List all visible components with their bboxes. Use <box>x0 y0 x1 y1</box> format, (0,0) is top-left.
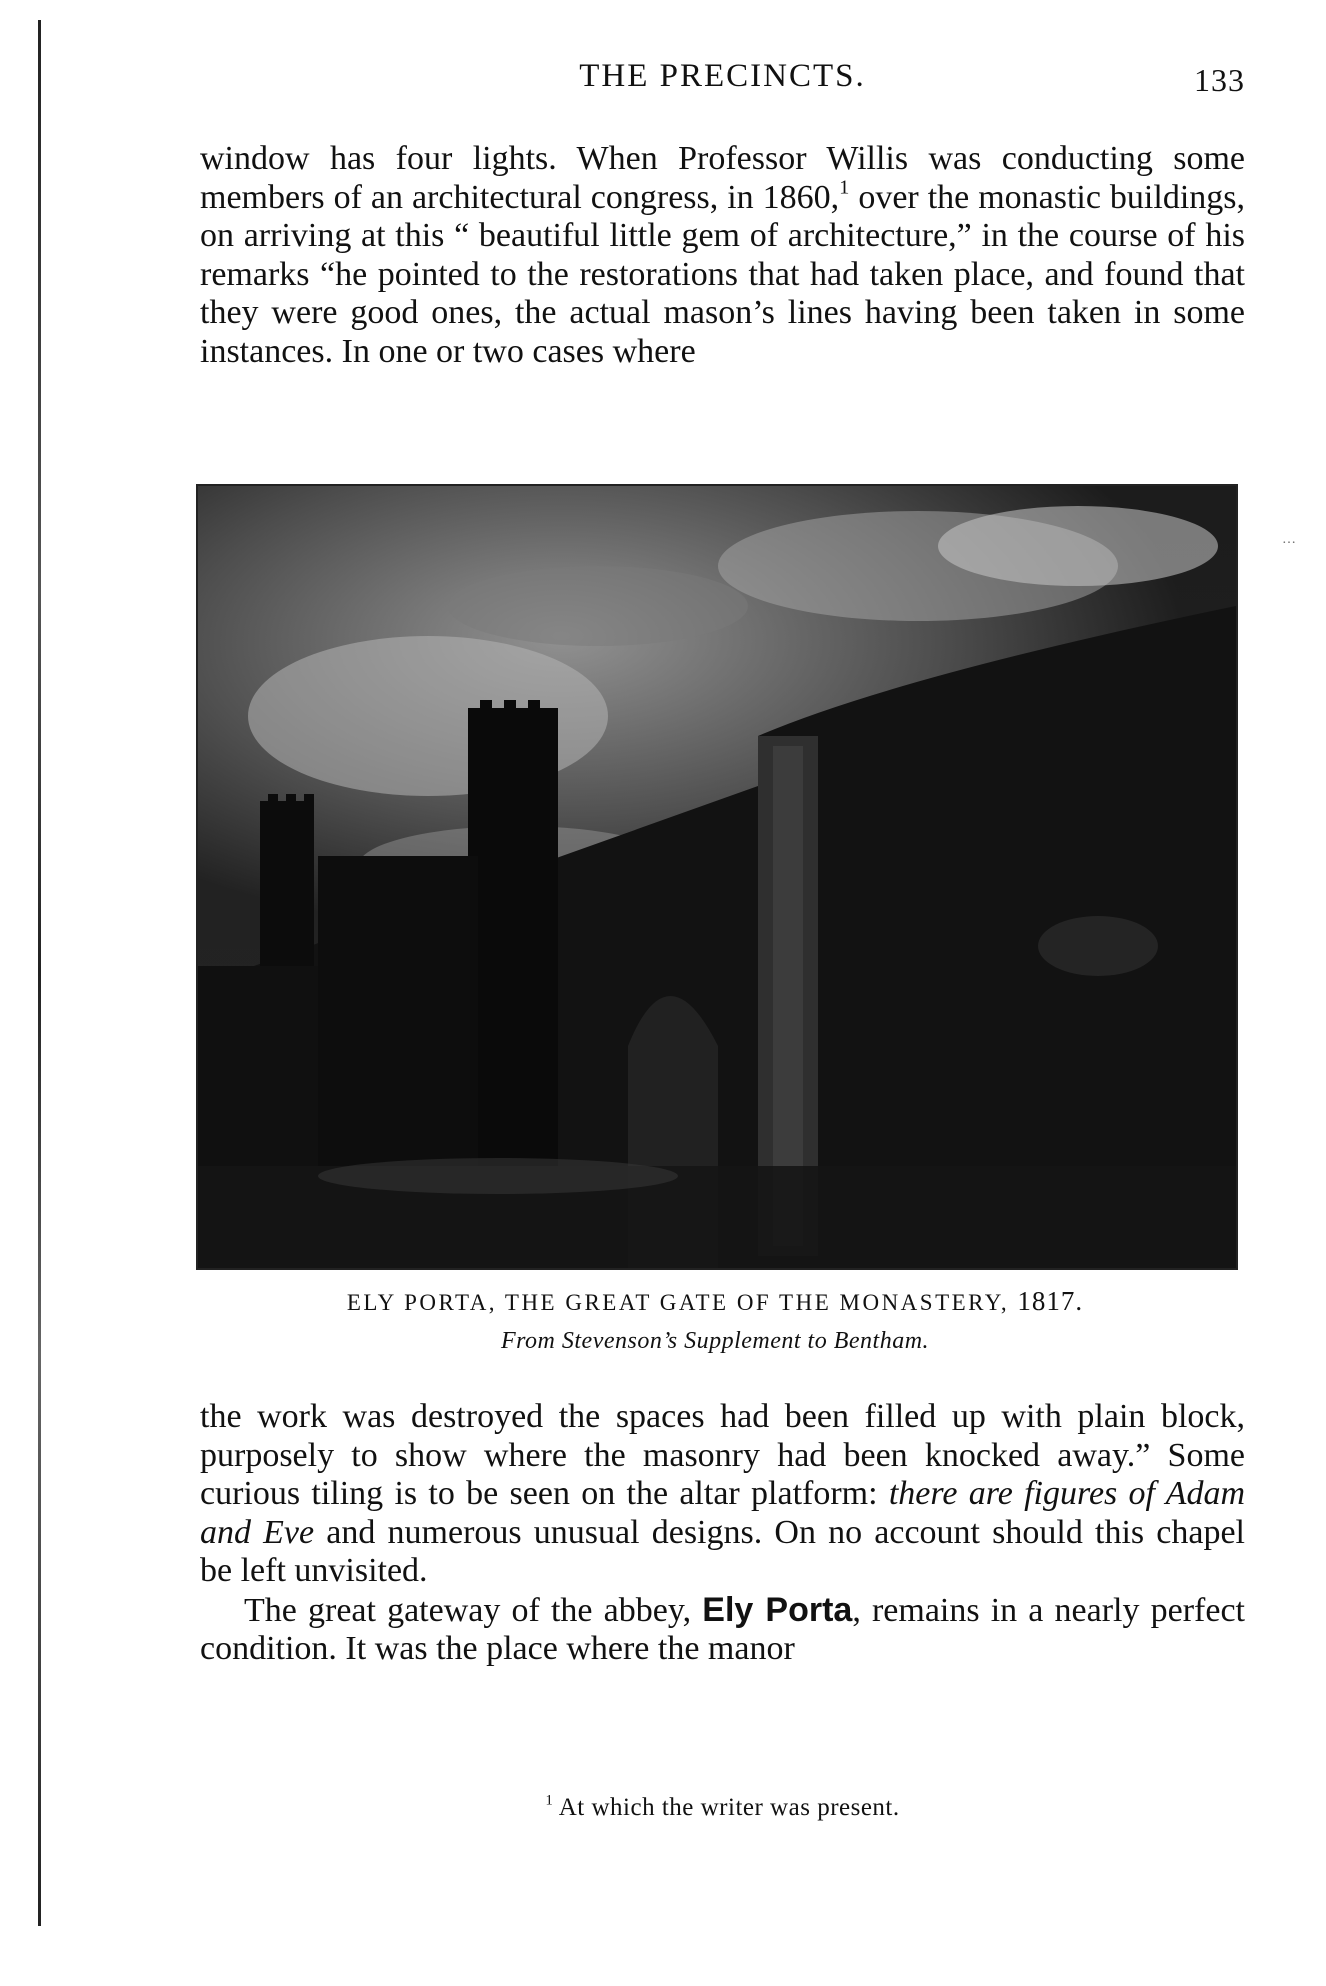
running-head-title: THE PRECINCTS. <box>579 58 866 94</box>
paragraph-2-text-b: and numerous unusual designs. On no account should this chapel be left unvisited. <box>200 1513 1246 1589</box>
figure-source: From Stevenson’s Supplement to Bentham. <box>500 1328 930 1354</box>
cloud <box>448 566 748 646</box>
paragraph-1 <box>200 140 1245 371</box>
stray-mark: … <box>1282 532 1296 547</box>
figure-caption <box>196 1286 1234 1317</box>
page-binding-edge <box>36 0 44 1986</box>
footnote-reference: 1 <box>839 176 850 199</box>
page-number: 133 <box>1194 62 1245 98</box>
body-continued <box>200 1398 1245 1669</box>
paragraph-3-text-b: , remains in a nearly perfect condition. It was the place where the manor <box>200 1591 1246 1667</box>
ely-porta-term: Ely Porta <box>702 1590 853 1629</box>
figure-caption-year: 1817. <box>1017 1286 1084 1316</box>
cloud <box>938 506 1218 586</box>
figure-caption-text: ELY PORTA, THE GREAT GATE OF THE MONASTERY, <box>346 1290 1018 1315</box>
binding-line <box>38 20 41 1926</box>
paragraph-3 <box>200 1591 1245 1669</box>
paragraph-1-text-b: over the monastic buildings, on arriving at this “ beautiful little gem of architecture,” in the course of his remarks “he pointed to the restorations that had taken place, and found that they were good ones, the actual mason’s lines having been taken in some instances. In one or two cases where <box>200 178 1246 370</box>
paragraph-3-text-a: The great gateway of the abbey, <box>244 1591 703 1629</box>
paragraph-2 <box>200 1398 1245 1591</box>
footnote-marker: 1 <box>545 1792 554 1809</box>
footnote <box>200 1794 1245 1822</box>
engraving-image <box>198 486 1236 1268</box>
ely-porta-engraving <box>196 484 1238 1270</box>
paragraph-2-text-a: the work was destroyed the spaces had been filled up with plain block, purposely to show where the masonry had been knocked away.” Some curious tiling is to be seen on the altar platform: <box>200 1398 1245 1512</box>
running-head <box>200 58 1245 108</box>
paragraph-2-italic: there are figures of Adam and Eve <box>200 1475 1245 1551</box>
paragraph-1-text-a: window has four lights. When Professor Willis was conducting some members of an architectural congress, in 1860, <box>200 140 1245 216</box>
footnote-text: At which the writer was present. <box>553 1794 900 1821</box>
